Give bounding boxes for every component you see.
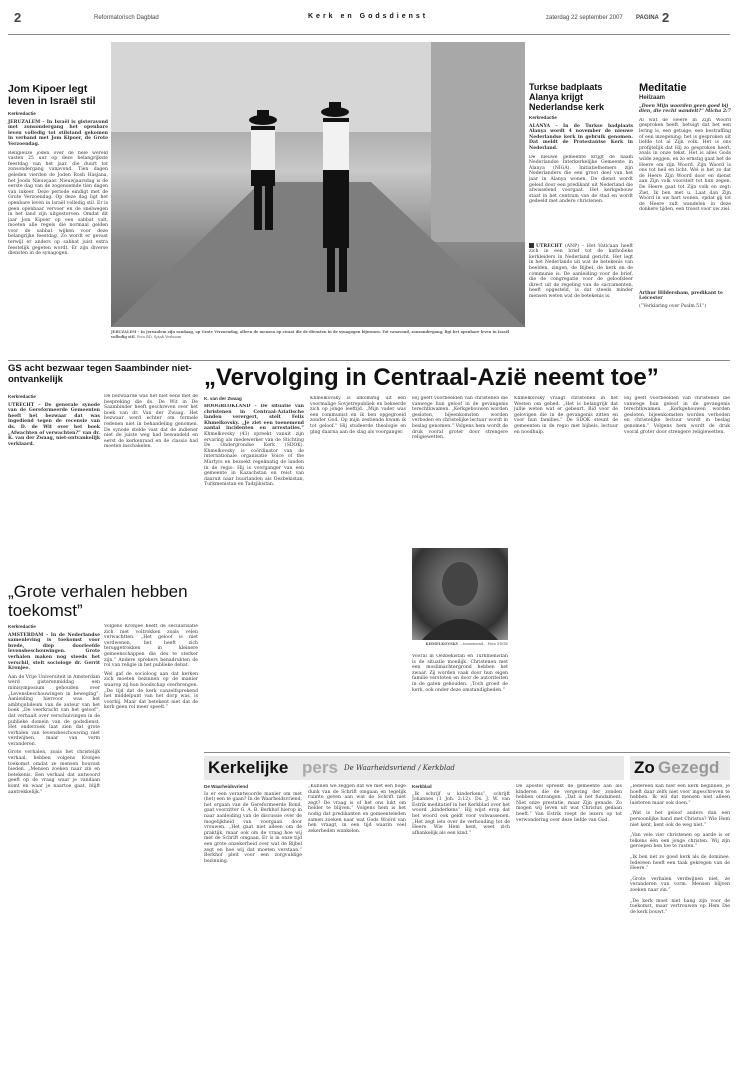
meditatie-author: Arthur Hildersham, predikant te Leicester [639,290,723,302]
gs-article [8,364,198,385]
jom-kipoer-article [8,84,108,323]
pers-col2: „Kunnen we zeggen dat we met een hoge dunk van de Schrift omgaan en tegelijk ruimte geven aan wat de Schrift niet zegt? De vraag is of het ons lukt om helder te blijven.” Volgens hem is het nodig dat predikanten en gemeenteleden samen zoeken naar wat Gods Woord van hen vraagt, in een tijd waarin veel zekerheden wankelen. [308,784,406,834]
kerkelijke-pers-body [204,784,624,1060]
pers-col1 [204,784,302,1060]
left-page-number: 2 [14,10,22,25]
headline: „Grote verhalen hebben toekomst” [8,582,188,620]
pers-col1-head: De Waarheidsvriend [204,784,248,789]
main-body1: Khmelkovsky (43) spreekt vanuit zijn ervaring als medewerker van de Stichting De Ondergrondse Kerk (SDOK). Khmelkovsky is coördinator van de internationale organisatie Voice of the Martyrs en bezoekt regelmatig de landen in de regio. Hij is voorganger van een gemeente in Kazachstan en reist van daaruit naar buurlanden als Oezbekistan, Turkmenistan en Tadzjikistan. [204,431,304,488]
bullet-icon [529,243,534,248]
main-col3: Hij geeft voorbeelden van christenen die vanwege hun geloof in de gevangenis terechtkwamen. „Kerkgebouwen worden gesloten, bijeenkomsten worden verboden en christelijke lectuur wordt in beslag genomen.” Volgens hem wordt de druk vooral groter door strengere religiewetten. [412,396,508,441]
gs-article-col1 [8,394,100,570]
portrait-figure [412,548,508,640]
photo-caption [111,330,525,339]
zo-gezegd-header [630,756,730,780]
gs-article-col2: De bezwaarde was het niet eens met de bespreking die ds. De Wit in De Saambinder heeft geschreven over het boek van dr. Van der Zwaag. Het bezwaar werd echter om formele redenen niet in behandeling genomen. De synode stelde vast dat de indiener niet de juiste weg had bewandeld en eerst de kerkenraad en de classis had moeten inschakelen. [104,394,198,450]
page-header [8,10,730,30]
main-col4: Khmelkovsky vraagt christenen in het Westen om gebed. „Het is belangrijk dat jullie weten wat er gebeurt. Bid voor de gelovigen die in de gevangenis zitten en voor hun families.” De SDOK steunt de gemeenten in de regio met bijbels, lectuur en noodhulp. [514,396,618,435]
headline: GS acht bezwaar tegen Saambinder niet-ontvankelijk [8,363,192,385]
grote-verhalen-headline-block [8,582,200,620]
quote-item: „Iedereen kan hier een kerk beginnen, je hoeft daar zelfs niet voor ingeschreven te hebben. Ik wil dat mensen niet alleen luisteren maar ook doen.” [630,784,730,806]
kicker: Kerkredactie [8,394,36,399]
main-col3-continued: Vooral in Oezbekistan en Turkmenistan is de situatie moeilijk. Christenen met een moslimachtergrond hebben het zwaar. Zij worden vaak door hun eigen familie verstoten en door de autoriteiten in de gaten gehouden. „Toch groeit de kerk, ook onder deze omstandigheden.” [412,654,508,693]
zo-gezegd-list [630,784,730,1060]
zo-title-a: Zo [634,758,655,777]
body: Religieuze joden over de hele wereld vasten 25 uur op deze belangrijkste feestdag van het jaar, die duurt tot zonsondergang vanavond. Tien dagen geleden vierden de Joden Rosh Hasjana, het Joods Nieuwjaar. Nieuwjaarsdag is de eerste dag van de zogenoemde tien dagen van inkeer. Deze periode eindigt met de Grote Verzoendag. Op deze dag ligt het openbare leven in Israël volledig stil. Er is geen openbaar vervoer en de snelwegen in het land zijn uitgestorven. Omdat dit jaar Jom Kipoer op een sabbat valt, moeten alle regels die normaal gelden voor de sabbat wijken voor deze belangrijke feestdag. Zo wordt er gevast terwijl er anders op sabbat juist extra feestelijk gegeten wordt. Er zijn diverse diensten in de synagogen. [8,150,108,257]
right-page-number: 2 [662,10,670,25]
pers-col3 [412,784,510,1060]
street-photo [111,42,525,327]
grote-verhalen-col2 [104,624,198,1058]
quote-item: „De kerk moet niet bang zijn voor de toekomst, maar vertrouwen op Hem Die de kerk bouwt.” [630,898,730,915]
portrait-name: KHMELKOVSKY [425,642,459,646]
section-divider [8,360,730,361]
kerkelijke-pers-header [204,756,624,780]
pers-col1-text: Is er een verantwoorde manier om met (het) een te gaan? In de Waarheidsvriend, het orgaan van de Gereformeerde Bond, gaat voorzitter G. A. B. Berkhof hierop in naar aanleiding van de discussie over de mogelijkheid van voorgaan door vrouwen. „Het gaat niet alleen om de praktijk, maar ook om de vraag hoe wij met de Schrift omgaan. Er is in onze tijd een grote onzekerheid over wat de Bijbel zegt en hoe wij dat moeten verstaan.” Berkhof pleit voor een zorgvuldige bezinning. [204,791,302,864]
portrait-photo [412,548,508,640]
byline: K. van der Zwaag [204,396,242,401]
quote-item: „Ik ben net zo goed kerk als de dominee. Iedereen heeft een taak gekregen van de Heere.” [630,854,730,872]
body4: Wel gaf de socioloog aan dat kerken zich moeten bezinnen op de manier waarop zij hun boodschap overbrengen. „De tijd dat de kerk vanzelfsprekend het middelpunt van het dorp was, is voorbij. Maar dat betekent niet dat de kerk geen rol meer speelt.” [104,671,198,711]
kicker: Kerkredactie [8,624,36,629]
main-headline: „Vervolging in Centraal-Azië neemt toe” [204,364,659,391]
pers-title-main: Kerkelijke [208,758,289,777]
lead: ALANYA – In de Turkse badplaats Alanya wordt 4 november de nieuwe Nederlandse kerk in gebruik genomen. Dat meldt de Protestantse Kerk in Nederland. [529,123,633,151]
body: De nieuwe gemeente krijgt de naam Nederlandse Interkerkelijke Gemeente in Alanya (NIGA). Initiatiefnemers zijn Nederlanders die een groot deel van het jaar in Alanya wonen. De dienst wordt geleid door een predikant uit Nederland die afwisselend voorgaat. Het kerkgebouw staat in het centrum van de stad en wordt gedeeld met andere christenen. [529,154,633,205]
pers-col4: De apostel spreekt de gemeente aan als kinderen die de vergeving der zonden hebben ontvangen. „Dat is het fundament. Niet onze prestatie, maar Zijn genade. Zo mogen wij leven uit wat Christus gedaan heeft.” Van Estrik roept de lezers op tot verwondering over deze liefde van God. [516,784,622,823]
kicker: Kerkredactie [8,111,36,116]
item-text: (ANP) – Het Vaticaan heeft zich in een brief tot de katholieke kerkleiders in Nederland gericht. Het legt in het Nederlands uit wat de betekenis van beelden, zingen, de Bijbel, de kerk en de communie is. De aanleiding voor de brief, die de congregatie voor de geloofsleer direct uit de regeling van de sacramenten, heeft opgesteld, is dat steeds minder mensen weten wat de betekenis is. [529,243,633,299]
header-rule [8,34,730,35]
quote-item: „Grote verhalen verdwijnen niet, ze veranderen van vorm. Mensen blijven zoeken naar zin.” [630,876,730,893]
meditatie-reference: (“Verklaring over Psalm 51”) [639,303,707,309]
headline: Jom Kipoer legt leven in Israël stil [8,83,96,107]
caption-text: JERUZALEM – In Jeruzalem zijn vandaag, op Grote Verzoendag, alleen de mensen op straat die de diensten in de synagogen bijwonen. Tot vanavond, zonsondergang, ligt het openbare leven in Israël volledig stil. [111,330,510,339]
pers-col3-text: „Ik schrijf u kinderkens”, schrijft Johannes (1 Joh. 2:12). Ds. J. W. van Estrik meditatief in het Kerkblad over het woord „kinderkens”. Hij wijst erop dat het woord ook geldt voor volwassenen. „Het zegt iets over de verhouding tot de Heere. Wie Hem kent, weet zich afhankelijk als een kind.” [412,791,510,836]
body3: Volgens Kronjee heeft de secularisatie zich niet voltrokken zoals velen verwachtten. „Het geloof is niet verdwenen, het heeft zich teruggetrokken in kleinere gemeenschappen die des te sterker zijn.” Andere sprekers benadrukten de rol van religie in het publieke debat. [104,624,198,669]
quote-item: „Van vele vier christenen op aarde is er telkens één een jonge christen. Wij zijn geroepen hen toe te rusten.” [630,833,730,850]
meditatie-quote: „Doen Mijn woorden geen goed bij dien, die recht wandelt?” Micha 2:7 [639,103,731,115]
meditatie-column [639,82,731,344]
meditatie-subtitle: Heilzaam [639,95,666,101]
quote-item: „Wat is het geloof anders dan een persoonlijke band met Christus? Wie Hem niet kent, kent ook de weg niet.” [630,811,730,828]
main-lead: HOOGBLOKLAND – De situatie van christenen in Centraal-Aziatische landen verergert, stelt Felix Khmelkovsky. „Je ziet een toenemend aantal incidenten en arrestaties.” [204,404,304,432]
portrait-credit: Foto SDOK [487,642,508,646]
issue-date: zaterdag 22 september 2007 [546,15,623,21]
lead: UTRECHT – De generale synode van de Gereformeerde Gemeenten heeft het bezwaar dat was ingediend tegen de recensie van ds. D. de Wit over het boek „Afwachten of verwachten?” van dr. K. van der Zwaag, niet-ontvankelijk verklaard. [8,402,100,447]
meditatie-title: Meditatie [639,82,687,94]
main-col5: Hij geeft voorbeelden van christenen die vanwege hun geloof in de gevangenis terechtkwamen. „Kerkgebouwen worden gesloten, bijeenkomsten worden verboden en christelijke lectuur wordt in beslag genomen.” Volgens hem wordt de druk vooral groter door strengere religiewetten. [624,396,730,435]
portrait-caption-text: ...toenemend... [459,642,487,646]
main-col1 [204,404,304,744]
lower-divider [204,752,730,753]
page-label: PAGINA [636,15,659,21]
item-dateline: UTRECHT [536,243,563,249]
meditatie-body: Al wat de Heere in Zijn Woord gesproken heeft, betuigt dat het een lering is, een getuige, een bestraffing of een inzegening; het is gesproken uit liefde tot al Zijn volk. Het is ons profijtelijk dat Hij zo gesproken heeft, zoals in onze tekst. Het is alles Gods wilde zeggen, en zo ernstig gaat het de Heere om zijn Woord. Zijn Woord is ons tot heil en licht. Wel is het zo dat de Heere Zijn Woord door en dienst aan Zijn volk voorstelt tot hun zegen. De Heere gaat tot Zijn volk en zegt: Ziet, Ik ben met u. Laat dan Zijn Woord in uw hart wonen, opdat gij tot de Heere zult wandelen in deze donkere tijden, een troost voor uw ziel. [639,117,731,213]
pers-sources: De Waarheidsvriend / Kerkblad [344,764,455,772]
section-title: Kerk en Godsdienst [308,13,429,20]
main-col2: Khmelkovsky is afkomstig uit een voormalige Sovjetrepubliek en bekeerde zich op jonge leeftijd. „Mijn vader was een communist en ik ben opgegroeid zonder God. Op mijn zestiende kwam ik tot geloof.” Hij studeerde theologie en ging daarna aan de slag als voorganger. [310,396,406,435]
alanya-article [529,82,633,341]
newspaper-name: Reformatorisch Dagblad [94,15,159,21]
zo-title-b: Gezegd [658,758,720,777]
body2: Grote verhalen, zoals het christelijk verhaal, hebben volgens Kronjee toekomst omdat ze mensen houvast bieden. „Mensen zoeken naar zin en betekenis. Een verhaal dat antwoord geeft op de vraag waar je vandaan komt en waar je naartoe gaat, blijft aantrekkelijk.” [8,750,100,795]
portrait-caption [412,642,508,647]
body1: Aan de Vrije Universiteit in Amsterdam werd gisterenmiddag een minisymposium gehouden over „Levensbeschouwingen in beweging”. Aanleiding hiervoor was het ambtsjubileum van de auteur van het boek „De veerkracht van het geloof”, dat verhaalt over verschuivingen in de publieke domein van de godsdienst. Het onderzoek laat zien dat grote verhalen van levensbeschouwing niet verdwijnen, maar van vorm veranderen. [8,674,100,747]
lead: AMSTERDAM – In de Nederlandse samenleving is toekomst voor brede, diep doorleefde levensbeschouwingen. Grote verhalen maken nog steeds het verschil, stelt sociologe dr. Gerrit Kronjee. [8,632,100,672]
photo-scene [111,42,525,327]
vatican-item [529,243,633,341]
photo-credit: Foto RD, Sjaak Verboom [136,334,182,339]
kicker: Kerkredactie [529,115,557,120]
pers-col3-head: Kerkblad [412,784,432,789]
lead: JERUZALEM – In Israël is gisteravond met zonsondergang het openbare leven volledig tot stilstand gekomen in verband met Jom Kipoer, de Grote Verzoendag. [8,119,108,147]
grote-verhalen-col1 [8,624,100,1058]
pers-title-sub: pers [302,758,338,777]
headline: Turkse badplaats Alanya krijgt Nederlandse kerk [529,82,605,112]
